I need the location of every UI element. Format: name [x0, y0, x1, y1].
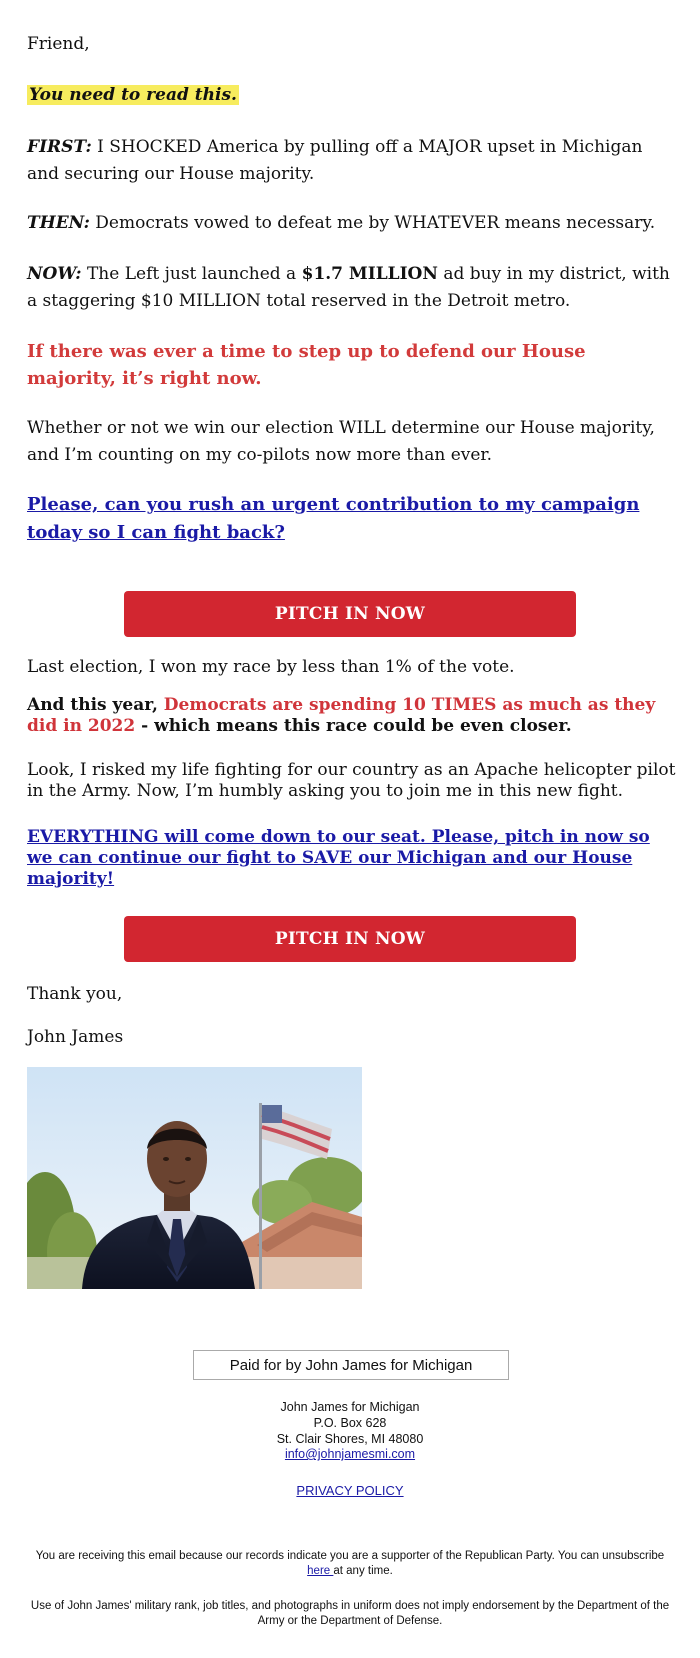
receiving-post: at any time. — [333, 1565, 393, 1577]
everything-link[interactable]: EVERYTHING will come down to our seat. Please, pitch in now so we can continue our fight to SAVE our Michigan and our House majority! — [27, 827, 650, 889]
first-label: FIRST: — [27, 137, 92, 157]
now-label: NOW: — [27, 264, 82, 284]
receiving-pre: You are receiving this email because our records indicate you are a supporter of the Republican Party. You can unsubscribe — [35, 1550, 665, 1562]
pitch-in-button[interactable]: PITCH IN NOW — [124, 591, 576, 637]
privacy-row — [0, 1483, 700, 1499]
last-election: Last election, I won my race by less than 1% of the vote. — [27, 657, 515, 677]
then-text: Democrats vowed to defeat me by WHATEVER means necessary. — [89, 213, 656, 233]
now-bold: $1.7 MILLION — [301, 264, 438, 284]
this-year-post: - which means this race could be even closer. — [135, 716, 572, 736]
footer-po-box: P.O. Box 628 — [313, 1416, 387, 1430]
contribution-link[interactable]: Please, can you rush an urgent contribution to my campaign today so I can fight back? — [27, 494, 640, 543]
highlight-line — [27, 82, 677, 109]
now-post: ad buy in my district, with a staggering $10 MILLION total reserved in the Detroit metro. — [27, 264, 670, 311]
now-paragraph — [27, 261, 677, 315]
ask-paragraph — [27, 491, 677, 547]
first-paragraph — [27, 134, 677, 188]
first-text: I SHOCKED America by pulling off a MAJOR upset in Michigan and securing our House majority. — [27, 137, 643, 184]
then-label: THEN: — [27, 213, 90, 233]
footer-org: John James for Michigan — [280, 1400, 420, 1414]
pitch-in-button-2[interactable]: PITCH IN NOW — [124, 916, 576, 962]
whether-paragraph: Whether or not we win our election WILL determine our House majority, and I’m counting on my co-pilots now more than ever. — [27, 418, 655, 465]
this-year-paragraph — [27, 695, 677, 737]
greeting: Friend, — [27, 34, 90, 54]
unsubscribe-link[interactable]: here — [307, 1565, 334, 1577]
look-paragraph: Look, I risked my life fighting for our country as an Apache helicopter pilot in the Army. Now, I’m humbly asking you to join me in this new fight. — [27, 760, 676, 801]
everything-paragraph — [27, 827, 677, 890]
paid-for-box: Paid for by John James for Michigan — [193, 1350, 509, 1380]
footer-email-link[interactable]: info@johnjamesmi.com — [284, 1447, 416, 1461]
this-year-red: Democrats are spending 10 TIMES as much as they did in 2022 — [27, 695, 656, 736]
this-year-pre: And this year, — [27, 695, 164, 715]
now-pre: The Left just launched a — [81, 264, 302, 284]
then-paragraph — [27, 210, 677, 237]
urgent-headline: If there was ever a time to step up to defend our House majority, it’s right now. — [27, 341, 586, 389]
highlight-text: You need to read this. — [29, 85, 237, 105]
footer-email-row — [0, 1446, 700, 1462]
military-disclaimer: Use of John James' military rank, job titles, and photographs in uniform does not imply endorsement by the Department of the Army or the Department of Defense. — [30, 1600, 670, 1627]
thank-you: Thank you, — [27, 984, 123, 1004]
privacy-policy-link[interactable]: PRIVACY POLICY — [296, 1483, 404, 1498]
candidate-photo — [27, 1067, 362, 1289]
signature: John James — [27, 1027, 124, 1047]
receiving-notice — [30, 1549, 670, 1579]
footer-city: St. Clair Shores, MI 48080 — [276, 1432, 424, 1446]
